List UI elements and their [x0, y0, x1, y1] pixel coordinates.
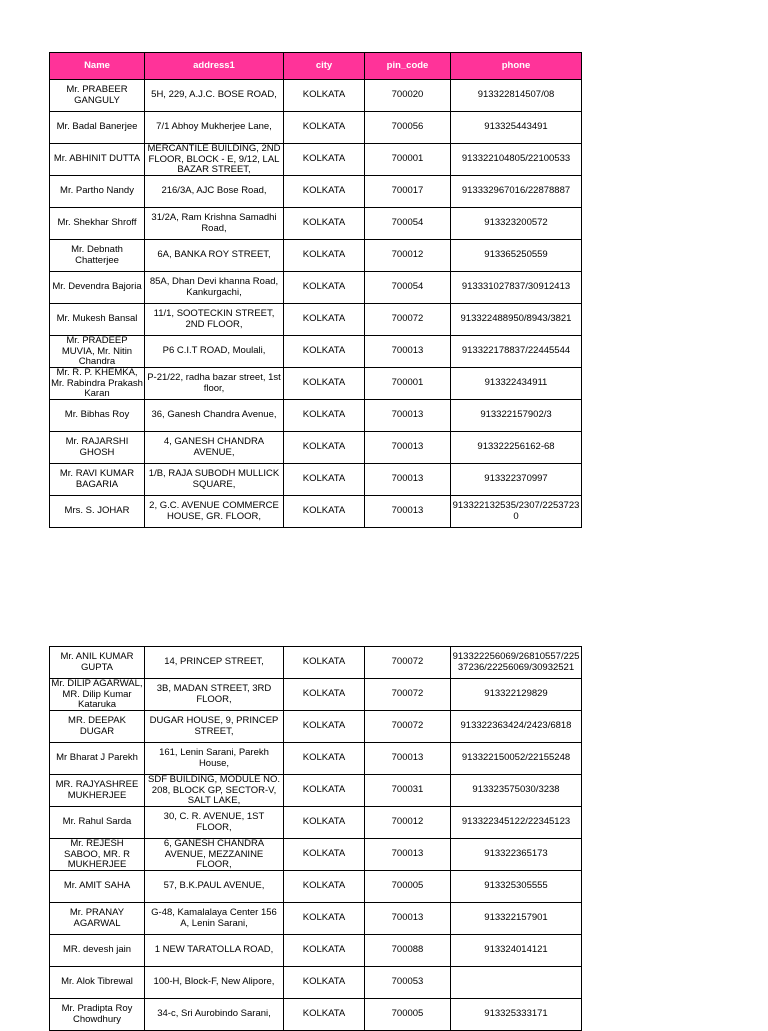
cell-city-text: KOLKATA — [302, 90, 346, 101]
cell-name — [50, 711, 145, 743]
cell-city-text: KOLKATA — [302, 977, 346, 988]
cell-address1-text: 161, Lenin Sarani, Parekh House, — [159, 748, 269, 769]
cell-phone — [451, 432, 582, 464]
cell-address1 — [145, 871, 284, 903]
cell-address1 — [145, 999, 284, 1031]
cell-city-text: KOLKATA — [302, 817, 346, 828]
cell-address1-text: 6, GANESH CHANDRA AVENUE, MEZZANINE FLOOR, — [163, 839, 265, 870]
cell-address1 — [145, 935, 284, 967]
cell-pin-code — [365, 711, 451, 743]
cell-pin-code-text: 700017 — [391, 186, 424, 197]
table-row — [50, 711, 582, 743]
cell-pin-code — [365, 400, 451, 432]
cell-address1 — [145, 304, 284, 336]
cell-address1-text: 6A, BANKA ROY STREET, — [157, 250, 271, 261]
cell-pin-code — [365, 368, 451, 400]
cell-name-text: Mr. PRANAY AGARWAL — [69, 908, 125, 929]
cell-city-text: KOLKATA — [302, 122, 346, 133]
cell-city — [284, 775, 365, 807]
cell-city — [284, 240, 365, 272]
cell-phone — [451, 679, 582, 711]
cell-pin-code — [365, 679, 451, 711]
cell-pin-code-text: 700031 — [391, 785, 424, 796]
table-row — [50, 743, 582, 775]
cell-phone-text: 913322104805/22100533 — [461, 154, 571, 165]
cell-phone-text: 913322365173 — [484, 849, 548, 860]
cell-phone-text: 913323200572 — [484, 218, 548, 229]
cell-city — [284, 967, 365, 999]
cell-phone-text: 913323575030/3238 — [472, 785, 560, 796]
cell-address1-text: SDF BUILDING, MODULE NO. 208, BLOCK GP, SECTOR-V, SALT LAKE, — [148, 775, 280, 806]
cell-address1-text: P-21/22, radha bazar street, 1st floor, — [147, 373, 281, 394]
cell-address1 — [145, 80, 284, 112]
cell-pin-code-text: 700001 — [391, 154, 424, 165]
table-row — [50, 272, 582, 304]
cell-address1-text: 31/2A, Ram Krishna Samadhi Road, — [151, 213, 277, 234]
header-row — [50, 53, 582, 80]
cell-address1-text: 85A, Dhan Devi khanna Road, Kankurgachi, — [149, 277, 279, 298]
cell-pin-code — [365, 240, 451, 272]
cell-address1-text: 7/1 Abhoy Mukherjee Lane, — [156, 122, 272, 133]
cell-name — [50, 839, 145, 871]
cell-city-text: KOLKATA — [302, 474, 346, 485]
table-row — [50, 208, 582, 240]
cell-phone — [451, 272, 582, 304]
cell-pin-code-text: 700013 — [391, 442, 424, 453]
cell-pin-code-text: 700053 — [391, 977, 424, 988]
cell-phone-text: 913322157901 — [484, 913, 548, 924]
table-row — [50, 144, 582, 176]
cell-city — [284, 871, 365, 903]
cell-phone-text: 913322814507/08 — [477, 90, 555, 101]
cell-city — [284, 304, 365, 336]
cell-name — [50, 935, 145, 967]
cell-phone — [451, 935, 582, 967]
cell-phone-text: 913322345122/22345123 — [461, 817, 571, 828]
cell-address1 — [145, 400, 284, 432]
cell-name — [50, 336, 145, 368]
cell-address1-text: 57, B.K.PAUL AVENUE, — [163, 881, 265, 892]
cell-city — [284, 368, 365, 400]
cell-city-text: KOLKATA — [302, 282, 346, 293]
cell-name — [50, 743, 145, 775]
cell-address1 — [145, 464, 284, 496]
table-row — [50, 935, 582, 967]
cell-address1 — [145, 903, 284, 935]
cell-phone — [451, 368, 582, 400]
cell-pin-code-text: 700020 — [391, 90, 424, 101]
cell-phone — [451, 711, 582, 743]
cell-phone-text: 913322150052/22155248 — [461, 753, 571, 764]
cell-city — [284, 336, 365, 368]
table-row — [50, 368, 582, 400]
cell-name — [50, 679, 145, 711]
cell-name — [50, 400, 145, 432]
cell-pin-code — [365, 336, 451, 368]
table-row — [50, 871, 582, 903]
cell-city — [284, 711, 365, 743]
cell-phone — [451, 496, 582, 528]
cell-city — [284, 935, 365, 967]
cell-phone-text: 913365250559 — [484, 250, 548, 261]
cell-pin-code — [365, 176, 451, 208]
cell-pin-code — [365, 967, 451, 999]
table-row — [50, 775, 582, 807]
cell-name — [50, 807, 145, 839]
cell-name — [50, 80, 145, 112]
table-row — [50, 80, 582, 112]
table-row — [50, 999, 582, 1031]
cell-pin-code — [365, 807, 451, 839]
cell-phone-text: 913322178837/22445544 — [461, 346, 571, 357]
cell-address1 — [145, 432, 284, 464]
cell-city-text: KOLKATA — [302, 250, 346, 261]
cell-pin-code — [365, 775, 451, 807]
table-row — [50, 464, 582, 496]
cell-address1 — [145, 336, 284, 368]
header-name: Name — [50, 53, 145, 80]
cell-phone-text: 913332967016/22878887 — [461, 186, 571, 197]
cell-address1-text: 1 NEW TARATOLLA ROAD, — [154, 945, 274, 956]
cell-city — [284, 176, 365, 208]
cell-pin-code — [365, 80, 451, 112]
cell-city — [284, 647, 365, 679]
cell-name — [50, 240, 145, 272]
cell-city — [284, 208, 365, 240]
cell-city-text: KOLKATA — [302, 186, 346, 197]
cell-address1-text: 14, PRINCEP STREET, — [164, 657, 264, 668]
cell-address1 — [145, 176, 284, 208]
cell-city — [284, 80, 365, 112]
cell-pin-code-text: 700072 — [391, 689, 424, 700]
cell-phone-text: 913322256069/26810557/22537236/22256069/30932521 — [452, 652, 580, 673]
cell-address1 — [145, 679, 284, 711]
cell-pin-code-text: 700012 — [391, 817, 424, 828]
cell-phone-text: 913322488950/8943/3821 — [460, 314, 572, 325]
cell-phone — [451, 336, 582, 368]
cell-address1-text: 4, GANESH CHANDRA AVENUE, — [163, 437, 265, 458]
cell-phone — [451, 743, 582, 775]
cell-pin-code — [365, 903, 451, 935]
cell-city — [284, 496, 365, 528]
cell-pin-code-text: 700001 — [391, 378, 424, 389]
cell-phone — [451, 647, 582, 679]
cell-city-text: KOLKATA — [302, 849, 346, 860]
table-row — [50, 839, 582, 871]
cell-pin-code-text: 700013 — [391, 346, 424, 357]
cell-address1 — [145, 647, 284, 679]
header-city: city — [284, 53, 365, 80]
cell-address1 — [145, 967, 284, 999]
cell-address1 — [145, 208, 284, 240]
cell-pin-code-text: 700072 — [391, 721, 424, 732]
cell-phone — [451, 775, 582, 807]
cell-pin-code-text: 700072 — [391, 657, 424, 668]
cell-city — [284, 464, 365, 496]
cell-pin-code — [365, 647, 451, 679]
cell-address1 — [145, 807, 284, 839]
cell-city-text: KOLKATA — [302, 913, 346, 924]
cell-name-text: Mr Bharat J Parekh — [56, 753, 138, 764]
cell-phone — [451, 240, 582, 272]
cell-address1-text: MERCANTILE BUILDING, 2ND FLOOR, BLOCK - E, 9/12, LAL BAZAR STREET, — [147, 144, 281, 175]
cell-name — [50, 208, 145, 240]
cell-phone-text: 913322132535/2307/22537230 — [452, 501, 580, 522]
cell-name-text: Mr. Mukesh Bansal — [56, 314, 138, 325]
cell-phone — [451, 80, 582, 112]
cell-address1 — [145, 144, 284, 176]
cell-address1 — [145, 775, 284, 807]
table-row — [50, 336, 582, 368]
cell-phone — [451, 839, 582, 871]
cell-pin-code-text: 700013 — [391, 506, 424, 517]
cell-name — [50, 464, 145, 496]
cell-phone-text: 913322157902/3 — [480, 410, 552, 421]
cell-pin-code — [365, 432, 451, 464]
cell-pin-code-text: 700013 — [391, 913, 424, 924]
cell-address1 — [145, 240, 284, 272]
cell-phone-text: 913325333171 — [484, 1009, 548, 1020]
table-row — [50, 679, 582, 711]
cell-address1 — [145, 839, 284, 871]
cell-pin-code-text: 700054 — [391, 218, 424, 229]
cell-name — [50, 496, 145, 528]
table-row — [50, 176, 582, 208]
cell-pin-code — [365, 304, 451, 336]
cell-city — [284, 903, 365, 935]
cell-name-text: MR. DEEPAK DUGAR — [68, 716, 126, 737]
table-row — [50, 647, 582, 679]
cell-pin-code-text: 700072 — [391, 314, 424, 325]
cell-phone-text: 913322363424/2423/6818 — [460, 721, 572, 732]
cell-phone-text: 913322434911 — [484, 378, 548, 389]
cell-name-text: Mr. PRADEEP MUVIA, Mr. Nitin Chandra — [61, 336, 133, 367]
table-row — [50, 496, 582, 528]
cell-phone — [451, 871, 582, 903]
cell-pin-code — [365, 935, 451, 967]
cell-address1 — [145, 368, 284, 400]
cell-city-text: KOLKATA — [302, 346, 346, 357]
cell-city-text: KOLKATA — [302, 945, 346, 956]
cell-pin-code-text: 700013 — [391, 753, 424, 764]
cell-phone — [451, 400, 582, 432]
cell-phone-text: 913331027837/30912413 — [461, 282, 571, 293]
contacts-table-bottom — [49, 646, 582, 1031]
cell-name-text: Mr. Alok Tibrewal — [61, 977, 133, 988]
cell-address1-text: 2, G.C. AVENUE COMMERCE HOUSE, GR. FLOOR, — [149, 501, 279, 522]
cell-name-text: Mrs. S. JOHAR — [64, 506, 130, 517]
cell-name-text: Mr. RAVI KUMAR BAGARIA — [59, 469, 135, 490]
cell-city — [284, 144, 365, 176]
cell-pin-code-text: 700013 — [391, 410, 424, 421]
cell-name-text: Mr. Rahul Sarda — [62, 817, 132, 828]
cell-city-text: KOLKATA — [302, 314, 346, 325]
cell-city-text: KOLKATA — [302, 218, 346, 229]
cell-name — [50, 144, 145, 176]
table-row — [50, 432, 582, 464]
cell-pin-code-text: 700005 — [391, 881, 424, 892]
cell-name-text: Mr. Devendra Bajoria — [52, 282, 142, 293]
header-address1: address1 — [145, 53, 284, 80]
cell-city-text: KOLKATA — [302, 154, 346, 165]
cell-name — [50, 967, 145, 999]
cell-pin-code — [365, 208, 451, 240]
cell-name-text: Mr. Shekhar Shroff — [57, 218, 137, 229]
cell-phone-text: 913322256162-68 — [477, 442, 555, 453]
cell-city-text: KOLKATA — [302, 378, 346, 389]
cell-pin-code-text: 700088 — [391, 945, 424, 956]
cell-address1-text: 30, C. R. AVENUE, 1ST FLOOR, — [163, 812, 265, 833]
table-row — [50, 807, 582, 839]
cell-city-text: KOLKATA — [302, 657, 346, 668]
cell-name — [50, 647, 145, 679]
cell-phone — [451, 807, 582, 839]
cell-pin-code-text: 700012 — [391, 250, 424, 261]
cell-address1-text: DUGAR HOUSE, 9, PRINCEP STREET, — [149, 716, 279, 737]
cell-city-text: KOLKATA — [302, 881, 346, 892]
cell-address1-text: 216/3A, AJC Bose Road, — [161, 186, 267, 197]
table-row — [50, 903, 582, 935]
cell-address1-text: 100-H, Block-F, New Alipore, — [153, 977, 275, 988]
cell-name-text: Mr. R. P. KHEMKA, Mr. Rabindra Prakash Karan — [51, 368, 143, 399]
cell-pin-code-text: 700005 — [391, 1009, 424, 1020]
cell-phone — [451, 967, 582, 999]
header-pin-code: pin_code — [365, 53, 451, 80]
cell-pin-code — [365, 871, 451, 903]
cell-city-text: KOLKATA — [302, 721, 346, 732]
cell-name — [50, 112, 145, 144]
table-row — [50, 240, 582, 272]
cell-city — [284, 679, 365, 711]
cell-phone — [451, 144, 582, 176]
cell-name-text: Mr. AMIT SAHA — [63, 881, 131, 892]
cell-address1-text: 11/1, SOOTECKIN STREET, 2ND FLOOR, — [153, 309, 275, 330]
cell-name-text: MR. devesh jain — [62, 945, 132, 956]
cell-phone — [451, 112, 582, 144]
cell-city — [284, 432, 365, 464]
cell-pin-code — [365, 464, 451, 496]
cell-name-text: MR. RAJYASHREE MUKHERJEE — [55, 780, 139, 801]
cell-name — [50, 176, 145, 208]
table-row — [50, 967, 582, 999]
cell-name — [50, 871, 145, 903]
cell-pin-code — [365, 144, 451, 176]
cell-address1-text: 3B, MADAN STREET, 3RD FLOOR, — [156, 684, 272, 705]
cell-phone-text: 913325305555 — [484, 881, 548, 892]
cell-pin-code-text: 700013 — [391, 849, 424, 860]
cell-city — [284, 743, 365, 775]
cell-phone — [451, 208, 582, 240]
cell-name-text: Mr. ANIL KUMAR GUPTA — [60, 652, 134, 673]
cell-address1-text: P6 C.I.T ROAD, Moulali, — [162, 346, 266, 357]
cell-address1-text: G-48, Kamalalaya Center 156 A, Lenin Sarani, — [151, 908, 277, 929]
cell-city — [284, 999, 365, 1031]
cell-address1-text: 5H, 229, A.J.C. BOSE ROAD, — [151, 90, 277, 101]
cell-phone — [451, 304, 582, 336]
cell-name — [50, 775, 145, 807]
cell-phone-text: 913322370997 — [484, 474, 548, 485]
cell-name-text: Mr. RAJARSHI GHOSH — [65, 437, 129, 458]
cell-city-text: KOLKATA — [302, 1009, 346, 1020]
cell-phone — [451, 999, 582, 1031]
cell-city-text: KOLKATA — [302, 442, 346, 453]
cell-address1 — [145, 272, 284, 304]
cell-pin-code — [365, 112, 451, 144]
cell-phone — [451, 464, 582, 496]
cell-name-text: Mr. ABHINIT DUTTA — [53, 154, 141, 165]
cell-name-text: Mr. Bibhas Roy — [64, 410, 130, 421]
table-bottom-body — [50, 647, 582, 1031]
cell-phone-text: 913322129829 — [484, 689, 548, 700]
cell-name — [50, 368, 145, 400]
cell-name-text: Mr. Debnath Chatterjee — [71, 245, 123, 266]
cell-pin-code-text: 700054 — [391, 282, 424, 293]
cell-city-text: KOLKATA — [302, 410, 346, 421]
cell-address1 — [145, 743, 284, 775]
cell-address1-text: 1/B, RAJA SUBODH MULLICK SQUARE, — [148, 469, 280, 490]
cell-city-text: KOLKATA — [302, 506, 346, 517]
cell-address1-text: 34-c, Sri Aurobindo Sarani, — [157, 1009, 271, 1020]
cell-city — [284, 272, 365, 304]
cell-address1 — [145, 112, 284, 144]
cell-name-text: Mr. DILIP AGARWAL, MR. Dilip Kumar Kataruka — [51, 679, 143, 710]
cell-city — [284, 839, 365, 871]
cell-city — [284, 112, 365, 144]
cell-pin-code — [365, 496, 451, 528]
cell-name — [50, 999, 145, 1031]
table-top-body — [50, 80, 582, 528]
cell-city — [284, 807, 365, 839]
cell-pin-code — [365, 272, 451, 304]
cell-phone — [451, 176, 582, 208]
cell-pin-code — [365, 839, 451, 871]
cell-name-text: Mr. Badal Banerjee — [56, 122, 138, 133]
cell-pin-code-text: 700013 — [391, 474, 424, 485]
cell-city-text: KOLKATA — [302, 689, 346, 700]
cell-phone-text: 913325443491 — [484, 122, 548, 133]
table-row — [50, 112, 582, 144]
table-row — [50, 400, 582, 432]
cell-phone-text: 913324014121 — [484, 945, 548, 956]
cell-phone — [451, 903, 582, 935]
cell-pin-code — [365, 999, 451, 1031]
cell-name-text: Mr. PRABEER GANGULY — [66, 85, 128, 106]
cell-name — [50, 272, 145, 304]
cell-city — [284, 400, 365, 432]
cell-address1-text: 36, Ganesh Chandra Avenue, — [151, 410, 277, 421]
cell-city-text: KOLKATA — [302, 785, 346, 796]
cell-name-text: Mr. Partho Nandy — [60, 186, 134, 197]
cell-name-text: Mr. REJESH SABOO, MR. R MUKHERJEE — [64, 839, 130, 870]
table-row — [50, 304, 582, 336]
cell-name — [50, 304, 145, 336]
cell-name — [50, 903, 145, 935]
header-phone: phone — [451, 53, 582, 80]
cell-name-text: Mr. Pradipta Roy Chowdhury — [61, 1004, 133, 1025]
cell-name — [50, 432, 145, 464]
cell-pin-code — [365, 743, 451, 775]
cell-pin-code-text: 700056 — [391, 122, 424, 133]
cell-city-text: KOLKATA — [302, 753, 346, 764]
cell-address1 — [145, 496, 284, 528]
cell-address1 — [145, 711, 284, 743]
contacts-table-top — [49, 52, 582, 528]
